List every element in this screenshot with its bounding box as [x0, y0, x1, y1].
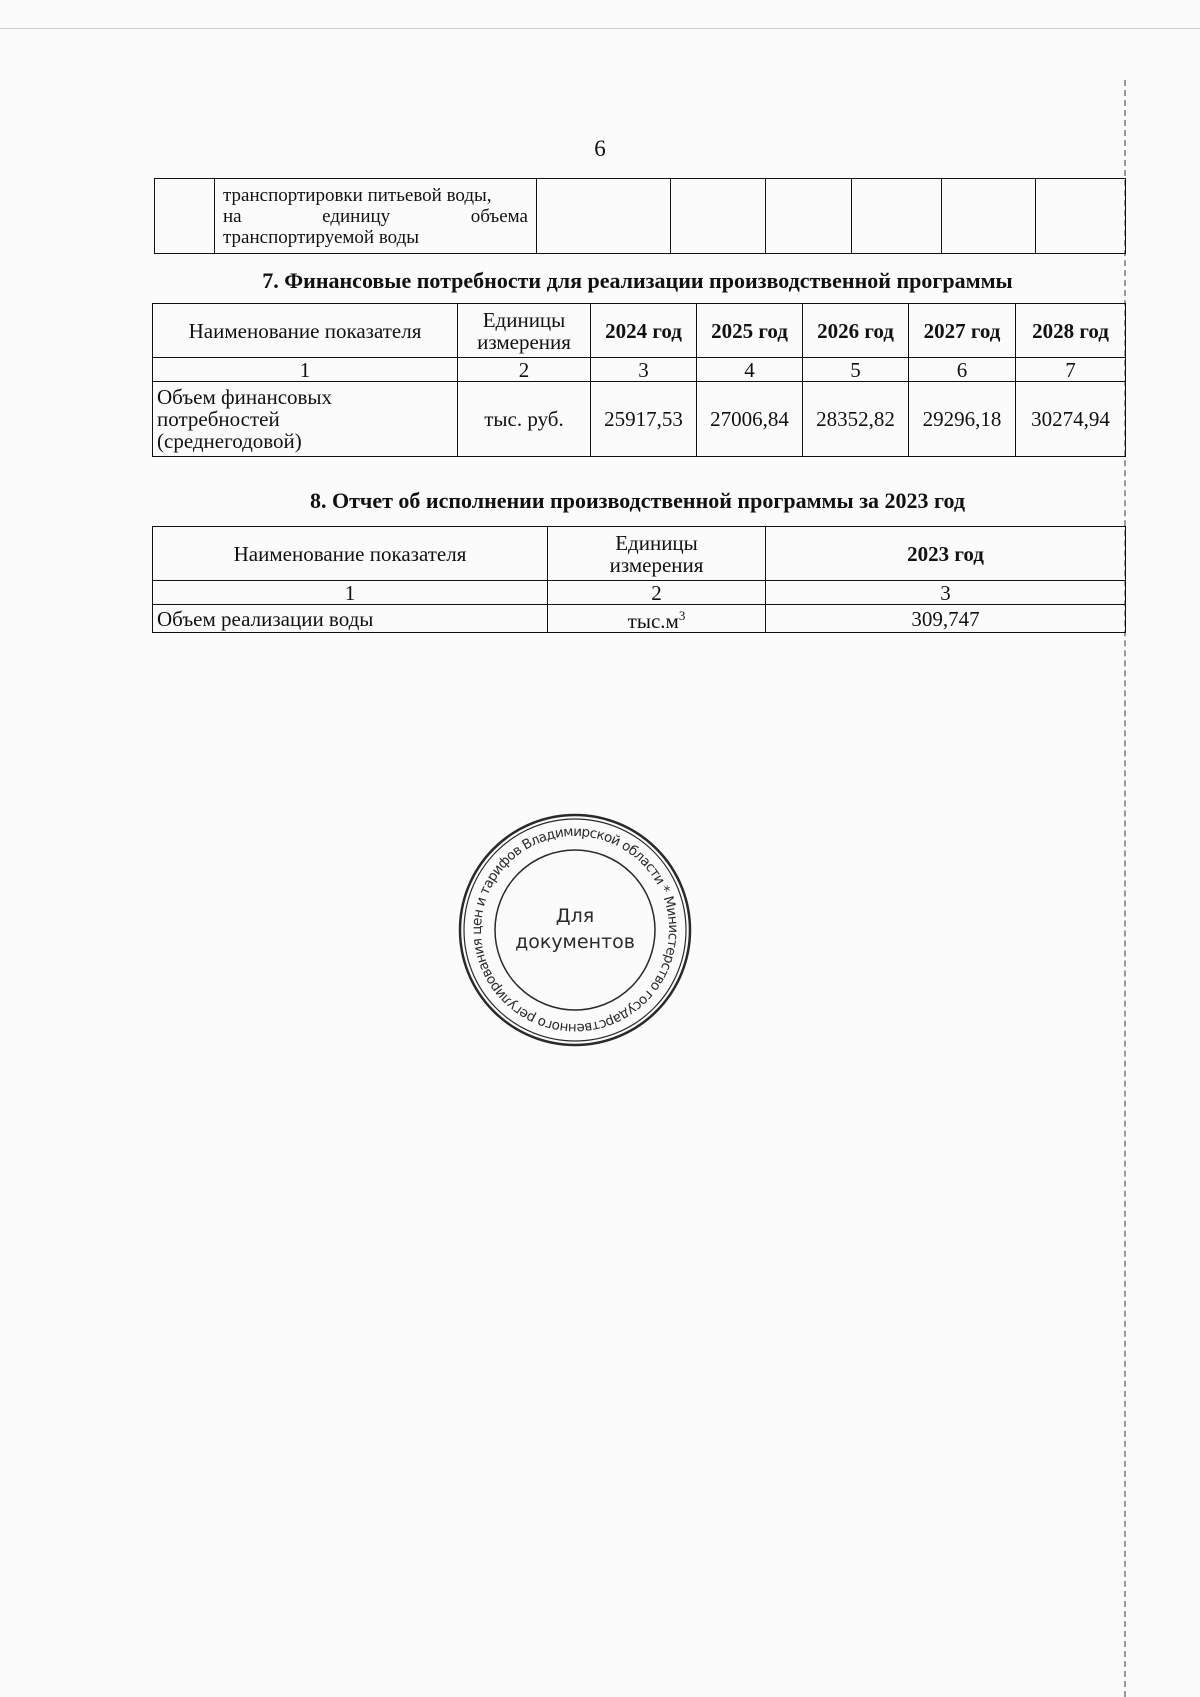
value-cell-2026: 28352,82 [803, 382, 909, 457]
header-year-2025: 2025 год [697, 304, 803, 358]
value-cell-2024: 25917,53 [591, 382, 697, 457]
stamp-ring-text: Министерство государственного регулирования цен и тарифов Владимирской области * [468, 823, 682, 1037]
table-row [153, 605, 1126, 633]
unit-text: тыс.м [627, 609, 679, 633]
official-stamp [455, 810, 695, 1050]
header-unit: Единицы измерения [548, 527, 766, 581]
indicator-name-cell: Объем реализации воды [153, 605, 548, 633]
financial-needs-table [152, 303, 1126, 457]
column-index: 6 [909, 358, 1016, 382]
column-index: 1 [153, 358, 458, 382]
carryover-blank-cell [155, 179, 215, 254]
carryover-word: объема [470, 205, 528, 227]
header-year-2023: 2023 год [766, 527, 1126, 581]
header-indicator-name: Наименование показателя [153, 527, 548, 581]
stamp-inner-ring [495, 850, 655, 1010]
carryover-line-3: транспортируемой воды [223, 226, 420, 248]
unit-superscript: 3 [678, 608, 686, 623]
value-cell-2025: 27006,84 [697, 382, 803, 457]
stamp-center-line-2: документов [515, 931, 635, 953]
column-index: 3 [591, 358, 697, 382]
carryover-blank-cell [852, 179, 942, 254]
carryover-word: единицу [322, 205, 391, 227]
page-number: 6 [594, 136, 606, 161]
carryover-text-cell [215, 179, 537, 254]
table-row [153, 382, 1126, 457]
column-index: 5 [803, 358, 909, 382]
section-7-title: 7. Финансовые потребности для реализации производственной программы [262, 268, 1013, 293]
column-index: 3 [766, 581, 1126, 605]
carryover-blank-cell [1036, 179, 1126, 254]
header-year-2024: 2024 год [591, 304, 697, 358]
carryover-word: на [223, 205, 242, 227]
scan-top-edge [0, 28, 1200, 29]
header-indicator-name: Наименование показателя [153, 304, 458, 358]
column-index: 7 [1016, 358, 1126, 382]
carryover-table [154, 178, 1126, 254]
value-cell-2028: 30274,94 [1016, 382, 1126, 457]
indicator-name-cell: Объем финансовых потребностей (среднегодовой) [153, 382, 458, 457]
stamp-center-line-1: Для [555, 905, 595, 927]
unit-cell: тыс. руб. [458, 382, 591, 457]
value-cell-2023: 309,747 [766, 605, 1126, 633]
header-year-2028: 2028 год [1016, 304, 1126, 358]
program-report-table [152, 526, 1126, 633]
column-index: 4 [697, 358, 803, 382]
column-index: 2 [548, 581, 766, 605]
value-cell-2027: 29296,18 [909, 382, 1016, 457]
column-index: 1 [153, 581, 548, 605]
carryover-blank-cell [942, 179, 1036, 254]
unit-cell [548, 605, 766, 633]
stamp-outer-ring-2 [464, 819, 686, 1041]
carryover-blank-cell [766, 179, 852, 254]
header-unit: Единицы измерения [458, 304, 591, 358]
carryover-line-2 [223, 206, 528, 227]
carryover-blank-cell [537, 179, 671, 254]
carryover-blank-cell [671, 179, 766, 254]
header-year-2026: 2026 год [803, 304, 909, 358]
column-index-row [153, 581, 1126, 605]
column-index: 2 [458, 358, 591, 382]
column-index-row [153, 358, 1126, 382]
section-8-title: 8. Отчет об исполнении производственной программы за 2023 год [310, 488, 965, 513]
carryover-line-1: транспортировки питьевой воды, [223, 184, 492, 206]
header-year-2027: 2027 год [909, 304, 1016, 358]
